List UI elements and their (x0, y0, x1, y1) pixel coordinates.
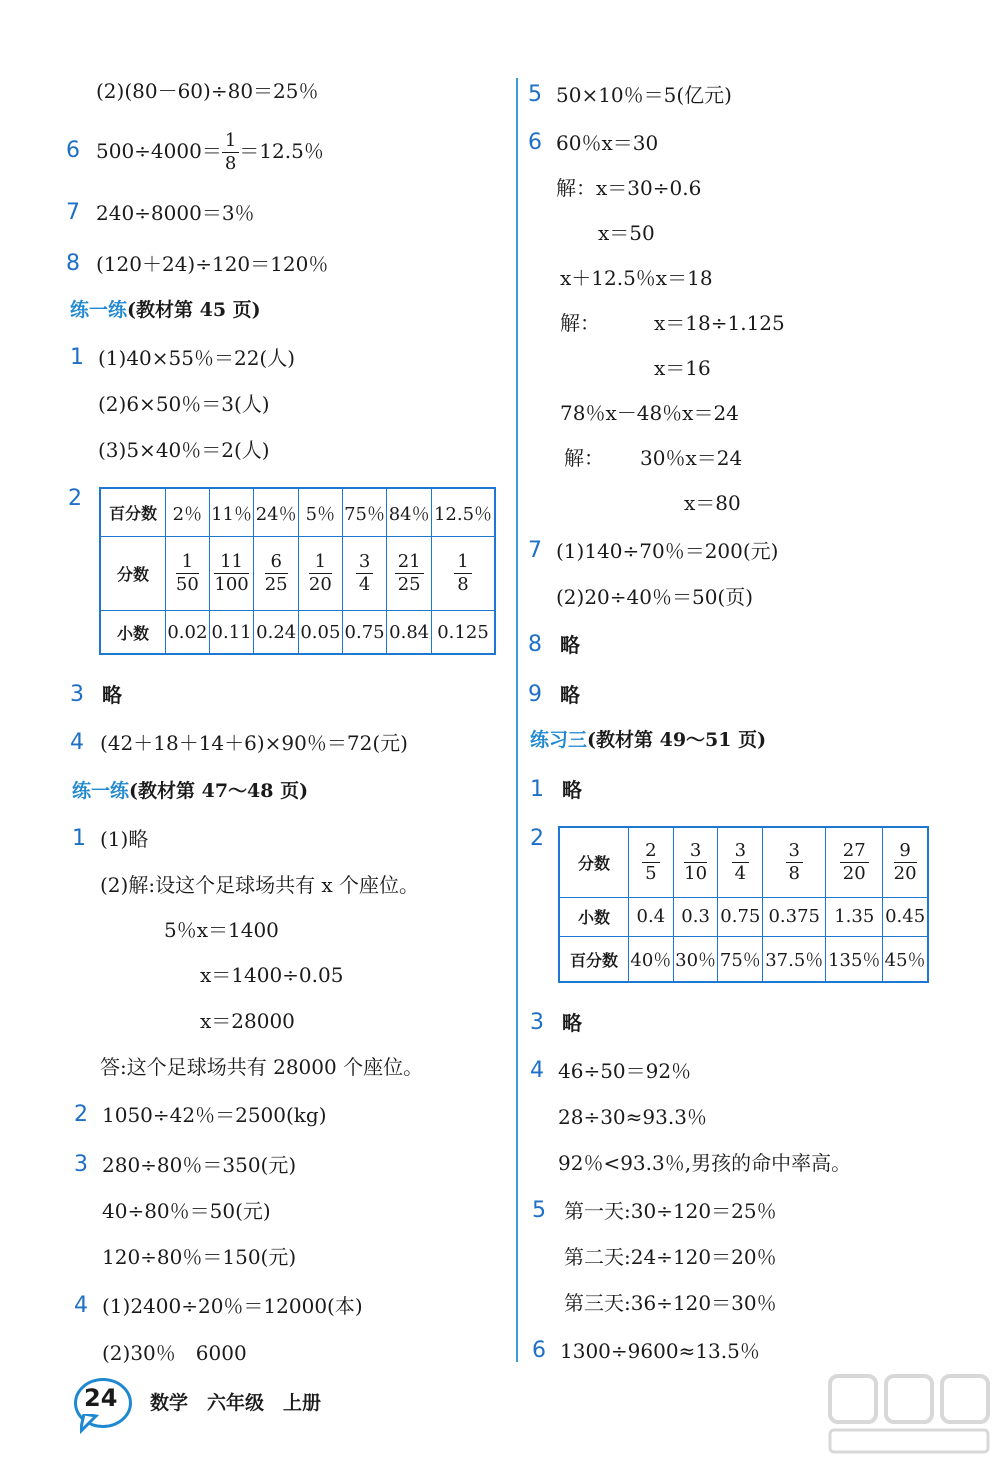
question-number: 6 (66, 138, 80, 163)
table-cell: 45％ (883, 937, 928, 982)
fraction (214, 553, 248, 594)
denominator: 100 (214, 574, 249, 596)
equation-line: 解： (564, 446, 604, 470)
answer-line: 略 (562, 1011, 582, 1035)
answer-line: (2)(80－60)÷80＝25％ (96, 79, 319, 103)
table-cell: 0.11 (209, 611, 254, 654)
answer-line: 240÷8000＝3％ (96, 201, 255, 225)
question-number: 6 (528, 130, 542, 155)
table-cell (432, 537, 496, 611)
table-cell (254, 537, 299, 611)
table-row (100, 488, 495, 537)
equation-line: 解：x＝30÷0.6 (556, 176, 702, 200)
section-title: 练一练 (72, 780, 130, 802)
table-cell: 0.84 (387, 611, 432, 654)
answer-line: (1)40×55％＝22(人) (98, 346, 296, 370)
equation-line: 5％x＝1400 (164, 918, 279, 942)
answer-line: 略 (562, 778, 582, 802)
question-number: 3 (70, 682, 84, 707)
section-heading (530, 727, 766, 753)
question-number: 8 (528, 632, 542, 657)
numerator: 3 (356, 553, 373, 574)
answer-line: 略 (560, 683, 580, 707)
answer-line: (2)30％ 6000 (102, 1341, 247, 1365)
fraction (222, 132, 239, 173)
table-cell (629, 827, 674, 897)
fraction (732, 839, 749, 884)
denominator: 25 (397, 574, 421, 596)
answer-line: 第二天:24÷120＝20％ (564, 1245, 777, 1269)
answer-line: 28÷30≈93.3％ (558, 1105, 707, 1129)
table-cell: 24％ (254, 488, 299, 537)
question-number: 2 (530, 826, 544, 851)
answer-line: 第三天:36÷120＝30％ (564, 1291, 777, 1315)
table-cell (883, 827, 928, 897)
denominator: 8 (788, 862, 800, 884)
answer-line: 92％<93.3％,男孩的命中率高。 (558, 1151, 852, 1175)
answer-line: (1)略 (100, 827, 149, 851)
question-number: 7 (528, 538, 542, 563)
denominator: 4 (358, 574, 371, 596)
answer-line: 1300÷9600≈13.5％ (560, 1339, 760, 1363)
numerator: 21 (395, 553, 424, 574)
question-number: 4 (530, 1058, 544, 1083)
table-cell: 37.5％ (763, 937, 826, 982)
table-cell: 11％ (209, 488, 254, 537)
answer-line: (2)20÷40％＝50(页) (556, 585, 754, 609)
denominator: 20 (893, 862, 917, 884)
numerator: 3 (786, 842, 803, 863)
equation-line: x＝28000 (200, 1009, 295, 1033)
denominator: 10 (684, 862, 708, 884)
table-cell: 0.45 (883, 897, 928, 937)
answer-line: 略 (560, 633, 580, 657)
table-row (100, 537, 495, 611)
question-number: 5 (532, 1198, 546, 1223)
fraction (265, 553, 288, 594)
question-number: 4 (70, 730, 84, 755)
equation-line: x＝80 (684, 491, 741, 515)
question-number: 1 (72, 826, 86, 851)
question-number: 7 (66, 200, 80, 225)
column-divider (516, 78, 518, 1362)
table-cell (166, 537, 210, 611)
table-cell: 0.125 (432, 611, 496, 654)
table-cell: 0.75 (718, 897, 763, 937)
denominator: 25 (264, 574, 288, 596)
table-row (559, 937, 928, 982)
table-cell: 84％ (387, 488, 432, 537)
numerator: 9 (894, 842, 917, 863)
question-number: 9 (528, 682, 542, 707)
fraction (786, 839, 803, 884)
table-cell (763, 827, 826, 897)
answer-line: 280÷80％＝350(元) (102, 1153, 297, 1177)
answer-line: (120＋24)÷120＝120％ (96, 252, 329, 276)
question-number: 1 (70, 345, 84, 370)
equation-line: x＝1400÷0.05 (200, 963, 344, 987)
section-subtitle: (教材第 47～48 页) (129, 780, 309, 802)
expression: 500÷4000＝ (96, 139, 222, 163)
section-heading (70, 297, 261, 323)
equation-line: 60％x＝30 (556, 131, 659, 155)
page-number: 24 (84, 1384, 118, 1412)
fraction (840, 839, 869, 884)
numerator: 3 (732, 842, 749, 863)
numerator: 11 (214, 553, 248, 574)
answer-line: (3)5×40％＝2(人) (98, 438, 270, 462)
answer-line: (2)6×50％＝3(人) (98, 392, 270, 416)
fraction (395, 553, 424, 594)
table-cell: 0.02 (166, 611, 210, 654)
question-number: 4 (74, 1293, 88, 1318)
table-cell: 0.375 (763, 897, 826, 937)
table-row (559, 827, 928, 897)
fraction (893, 839, 917, 884)
numerator: 1 (454, 553, 471, 574)
table-cell: 0.75 (342, 611, 387, 654)
book-title: 数学 六年级 上册 (150, 1392, 322, 1414)
answer-line: 40÷80％＝50(元) (102, 1199, 271, 1223)
expression: ＝12.5％ (239, 139, 324, 163)
equation-line: x＋12.5％x＝18 (560, 266, 713, 290)
numerator: 3 (684, 842, 707, 863)
numerator: 27 (840, 842, 869, 863)
denominator: 20 (842, 862, 866, 884)
table-cell (299, 537, 343, 611)
table-cell: 0.3 (673, 897, 718, 937)
table-cell: 0.24 (254, 611, 299, 654)
numerator: 1 (176, 553, 199, 574)
answer-line: (1)140÷70％＝200(元) (556, 539, 779, 563)
denominator: 5 (645, 862, 657, 884)
watermark-logo-icon (826, 1372, 996, 1458)
answer-line (96, 125, 324, 177)
fraction (642, 839, 659, 884)
row-header: 小数 (559, 897, 629, 937)
table-cell: 1.35 (826, 897, 883, 937)
equation-line: 30％x＝24 (640, 446, 743, 470)
answer-line: 略 (102, 683, 122, 707)
row-header: 分数 (559, 827, 629, 897)
answer-line: 46÷50＝92％ (558, 1059, 692, 1083)
fraction (454, 553, 471, 594)
question-number: 1 (530, 777, 544, 802)
numerator: 2 (642, 842, 659, 863)
table-cell (342, 537, 387, 611)
denominator: 8 (224, 153, 237, 174)
table-row (100, 611, 495, 654)
equation-line: x＝50 (598, 221, 655, 245)
fraction (309, 553, 332, 594)
answer-line: 1050÷42％＝2500(kg) (102, 1103, 327, 1127)
question-number: 2 (74, 1102, 88, 1127)
question-number: 3 (530, 1010, 544, 1035)
table-cell: 12.5％ (432, 488, 496, 537)
table-cell: 40％ (629, 937, 674, 982)
conversion-table (558, 826, 929, 983)
answer-line: 120÷80％＝150(元) (102, 1245, 297, 1269)
question-number: 2 (68, 486, 82, 511)
conversion-table (99, 487, 496, 655)
table-cell: 0.05 (299, 611, 343, 654)
table-cell (673, 827, 718, 897)
speech-tail-icon (80, 1414, 102, 1434)
table-cell (826, 827, 883, 897)
fraction (176, 553, 199, 594)
question-number: 3 (74, 1152, 88, 1177)
numerator: 1 (222, 132, 239, 153)
answer-line: (42＋18＋14＋6)×90％＝72(元) (100, 731, 408, 755)
table-cell (387, 537, 432, 611)
section-subtitle: (教材第 45 页) (127, 299, 261, 321)
equation-line: x＝18÷1.125 (654, 311, 785, 335)
row-header: 分数 (100, 537, 166, 611)
denominator: 8 (457, 574, 469, 596)
table-cell (718, 827, 763, 897)
section-subtitle: (教材第 49～51 页) (587, 729, 767, 751)
row-header: 小数 (100, 611, 166, 654)
question-number: 6 (532, 1338, 546, 1363)
numerator: 1 (309, 553, 332, 574)
fraction (356, 553, 373, 594)
table-cell (209, 537, 254, 611)
section-title: 练习三 (530, 729, 588, 751)
fraction (684, 839, 708, 884)
answer-line: 第一天:30÷120＝25％ (564, 1199, 777, 1223)
table-cell: 75％ (718, 937, 763, 982)
equation-line: 78％x－48％x＝24 (560, 401, 739, 425)
row-header: 百分数 (559, 937, 629, 982)
row-header: 百分数 (100, 488, 166, 537)
section-title: 练一练 (70, 299, 128, 321)
table-row (559, 897, 928, 937)
denominator: 20 (308, 574, 332, 596)
equation-line: x＝16 (654, 356, 711, 380)
table-cell: 75％ (342, 488, 387, 537)
equation-line: 解： (560, 311, 600, 335)
answer-line: (1)2400÷20％＝12000(本) (102, 1294, 363, 1318)
question-number: 5 (528, 82, 542, 107)
answer-line: 答:这个足球场共有 28000 个座位。 (100, 1055, 424, 1079)
answer-line: 50×10％＝5(亿元) (556, 83, 732, 107)
table-cell: 135％ (826, 937, 883, 982)
table-cell: 0.4 (629, 897, 674, 937)
answer-line: (2)解:设这个足球场共有 x 个座位。 (100, 873, 420, 897)
table-cell: 30％ (673, 937, 718, 982)
denominator: 4 (734, 862, 747, 884)
table-cell: 5％ (299, 488, 343, 537)
section-heading (72, 778, 308, 804)
question-number: 8 (66, 251, 80, 276)
numerator: 6 (265, 553, 288, 574)
table-cell: 2％ (166, 488, 210, 537)
denominator: 50 (175, 574, 199, 596)
